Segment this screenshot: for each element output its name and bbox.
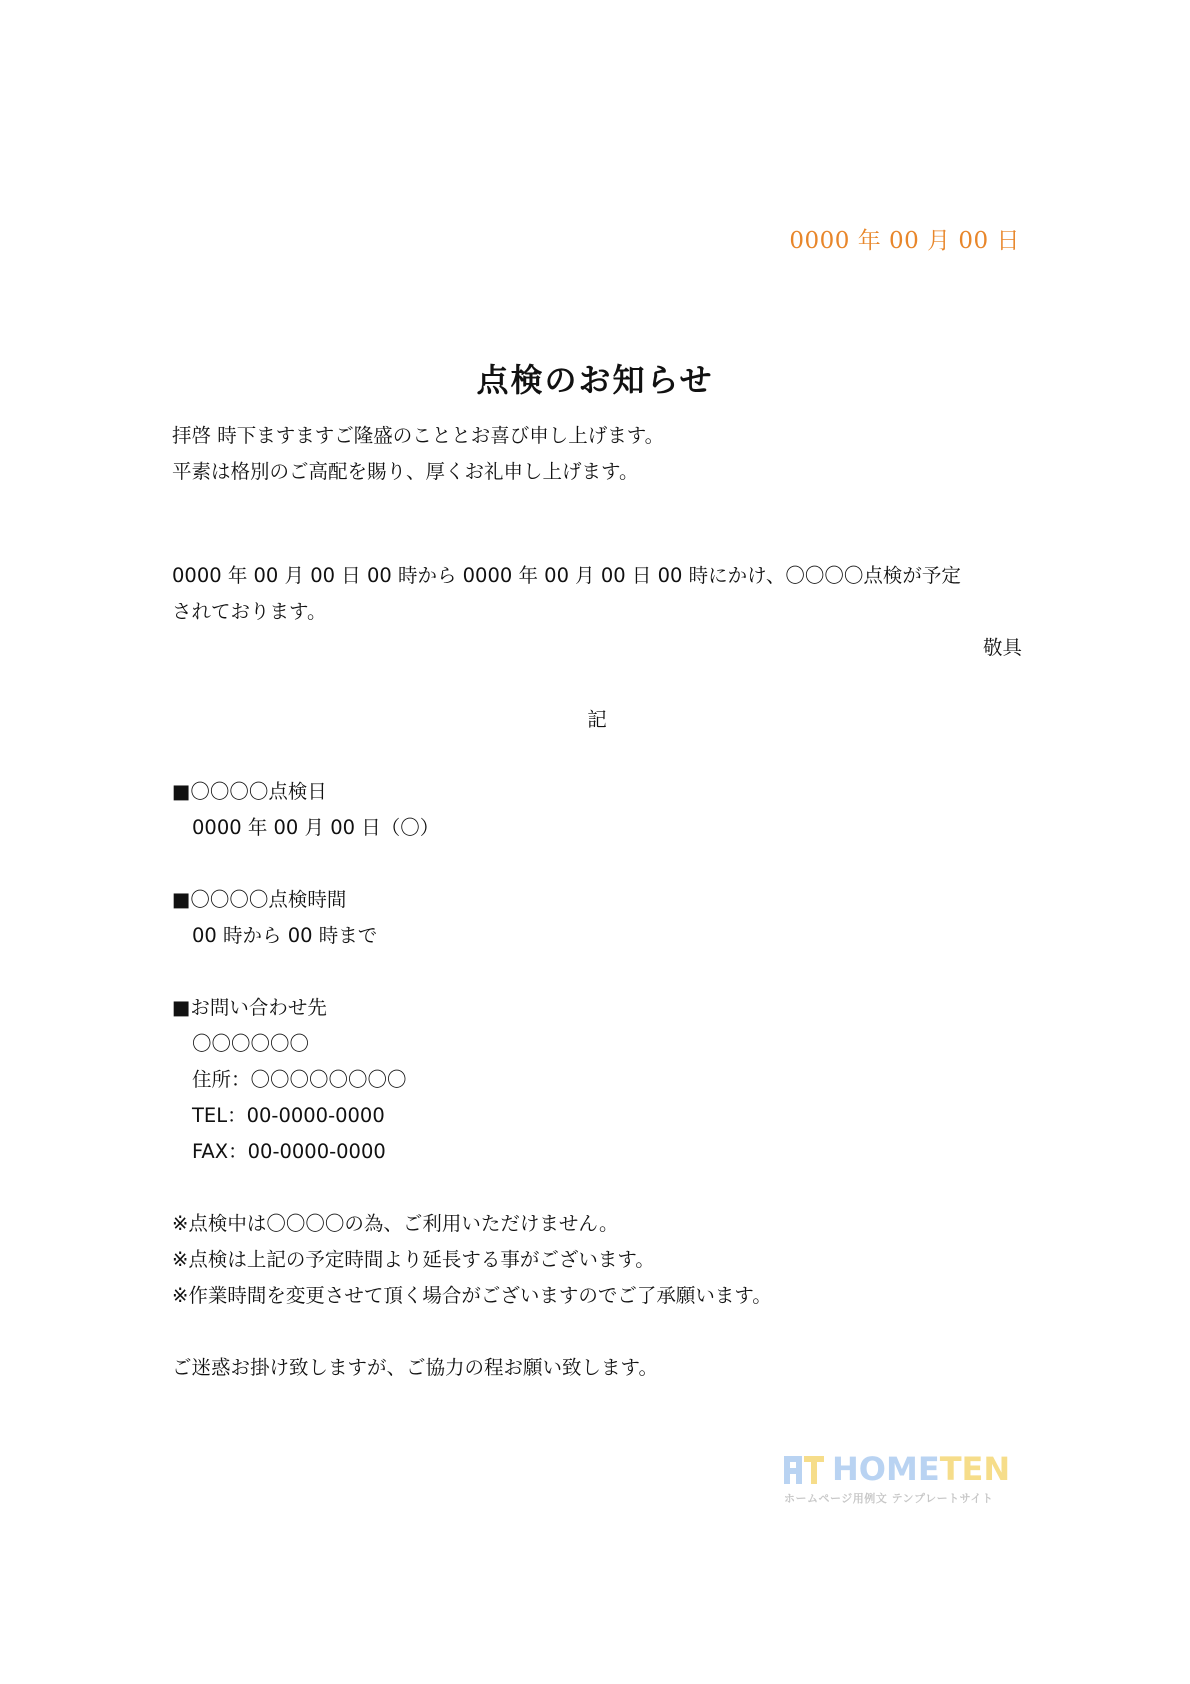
contact-address: 住所：〇〇〇〇〇〇〇〇: [192, 1068, 407, 1091]
greeting-block: [172, 418, 1022, 490]
closing-text: 敬具: [982, 636, 1022, 659]
note-line: ※作業時間を変更させて頂く場合がございますのでご了承願います。: [172, 1284, 772, 1307]
document-title: 点検のお知らせ: [476, 361, 714, 399]
schedule-line: 0000 年 00 月 00 日 00 時から 0000 年 00 月 00 日 00 時にかけ、〇〇〇〇点検が予定: [172, 564, 961, 587]
logo-wordmark: [832, 1450, 1010, 1488]
schedule-paragraph: [172, 558, 1022, 630]
hometen-mark-icon: [784, 1454, 826, 1486]
contact-tel: TEL：00-0000-0000: [192, 1104, 385, 1127]
logo-word-ten: TEN: [939, 1450, 1011, 1488]
contact-name: 〇〇〇〇〇〇: [192, 1032, 310, 1055]
greeting-line: 平素は格別のご高配を賜り、厚くお礼申し上げます。: [172, 460, 639, 483]
schedule-line: されております。: [172, 600, 327, 623]
section-heading: ■〇〇〇〇点検日: [172, 780, 327, 803]
document-date: 0000 年 00 月 00 日: [789, 228, 1020, 254]
notes-block: [172, 1206, 1022, 1314]
logo-subtitle: ホームページ用例文 テンプレートサイト: [784, 1492, 994, 1505]
section-heading: ■お問い合わせ先: [172, 996, 327, 1019]
note-line: ※点検中は〇〇〇〇の為、ご利用いただけません。: [172, 1212, 619, 1235]
greeting-line: 拝啓 時下ますますご隆盛のこととお喜び申し上げます。: [172, 424, 665, 447]
ki-block: [172, 702, 1022, 738]
logo-word-home: HOME: [832, 1450, 940, 1488]
section-contact: [172, 990, 1022, 1170]
final-block: [172, 1350, 1022, 1386]
section-inspection-time: [172, 882, 1022, 954]
section-line: 0000 年 00 月 00 日（〇）: [192, 816, 440, 839]
note-line: ※点検は上記の予定時間より延長する事がございます。: [172, 1248, 655, 1271]
section-heading: ■〇〇〇〇点検時間: [172, 888, 347, 911]
closing-block: [172, 630, 1022, 666]
contact-fax: FAX：00-0000-0000: [192, 1140, 386, 1163]
section-line: 00 時から 00 時まで: [192, 924, 378, 947]
ki-label: 記: [587, 708, 607, 731]
section-inspection-date: [172, 774, 1022, 846]
hometen-logo: [784, 1450, 1014, 1510]
final-text: ご迷惑お掛け致しますが、ご協力の程お願い致します。: [172, 1356, 658, 1379]
